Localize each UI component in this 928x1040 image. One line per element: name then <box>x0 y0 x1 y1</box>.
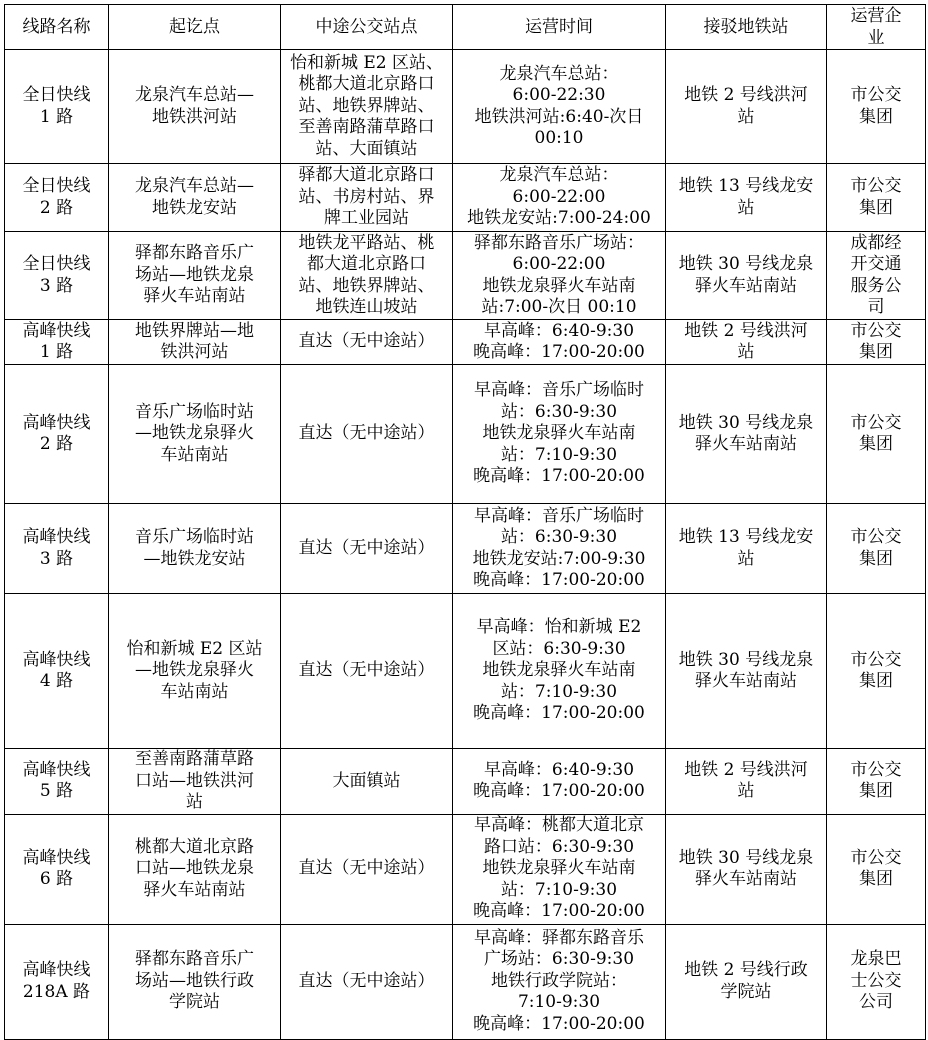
cell-text-line: —地铁龙泉驿火 <box>135 660 254 681</box>
metro-connection-cell <box>666 814 827 924</box>
cell-text-line: 站 <box>737 548 755 569</box>
bus-route-table <box>4 4 926 1040</box>
start-end-cell <box>109 504 281 594</box>
cell-text-line: 直达（无中途站） <box>298 537 435 558</box>
cell-text-line: 高峰快线 <box>22 412 91 433</box>
cell-text-line: 地铁龙泉驿火车站南 <box>482 275 636 296</box>
cell-text-line: 站 <box>186 792 203 812</box>
cell-text-line: 运营企 <box>850 6 902 26</box>
cell-text-line: 站:7:00-次日 00:10 <box>481 297 637 317</box>
route-name-cell <box>5 365 109 504</box>
header-route-name <box>5 5 109 50</box>
operator-cell <box>827 814 926 924</box>
intermediate-stops-cell <box>281 594 453 749</box>
cell-text-line: 地铁龙安站:7:00-24:00 <box>467 208 651 229</box>
operating-hours-cell <box>453 594 666 749</box>
cell-text-line: 地铁 13 号线龙安 <box>678 176 814 196</box>
cell-text-line: 地铁 30 号线龙泉 <box>678 847 814 868</box>
cell-text-line: 直达（无中途站） <box>298 423 435 444</box>
cell-text-line: 驿火车站南站 <box>143 286 246 307</box>
cell-text-line: 车站南站 <box>160 681 229 702</box>
cell-text-line: 站 <box>737 781 755 802</box>
cell-text-line: 驿都东路音乐广 <box>135 243 254 264</box>
cell-text-line: 地铁 2 号线洪河 <box>684 85 808 105</box>
route-name-cell <box>5 320 109 365</box>
cell-text-line: 全日快线 <box>22 254 91 274</box>
table-row <box>5 365 926 504</box>
cell-text-line: 市公交 <box>850 176 902 196</box>
intermediate-stops-cell <box>281 365 453 504</box>
cell-text-line: 桃都大道北京路口 <box>298 74 435 95</box>
cell-text-line: 口站—地铁龙泉 <box>135 858 254 879</box>
cell-text-line: 集团 <box>859 342 893 362</box>
cell-text-line: 士公交 <box>850 970 902 991</box>
cell-text-line: 口站—地铁洪河 <box>135 770 254 791</box>
cell-text-line: 司 <box>867 297 885 317</box>
cell-text-line: 集团 <box>859 434 893 454</box>
cell-text-line: 都大道北京路口 <box>307 254 426 274</box>
cell-text-line: —地铁龙安站 <box>143 548 246 569</box>
operating-hours-cell <box>453 320 666 365</box>
cell-text-line: 场站—地铁龙泉 <box>135 264 254 285</box>
cell-text-line: 地铁洪河站 <box>152 106 237 127</box>
route-name-cell <box>5 164 109 232</box>
cell-text-line: 音乐广场临时站 <box>135 527 254 547</box>
cell-text-line: 成都经 <box>850 232 902 253</box>
cell-text-line: 地铁 2 号线洪河 <box>684 320 808 341</box>
intermediate-stops-cell <box>281 504 453 594</box>
cell-text-line: 直达（无中途站） <box>298 660 435 681</box>
cell-text-line: 市公交 <box>850 412 902 433</box>
cell-text-line: 地铁龙泉驿火车站南 <box>482 858 636 879</box>
operator-cell <box>827 594 926 749</box>
cell-text-line: 学院站 <box>720 981 772 1002</box>
cell-text-line: 晚高峰：17:00-20:00 <box>473 901 645 922</box>
header-metro-connection <box>666 5 827 50</box>
cell-text-line: 地铁行政学院站： <box>491 970 627 991</box>
header-start-end <box>109 5 281 50</box>
operator-cell <box>827 504 926 594</box>
cell-text-line: 起讫点 <box>169 17 220 37</box>
metro-connection-cell <box>666 594 827 749</box>
cell-text-line: 地铁龙泉驿火车站南 <box>482 423 636 444</box>
cell-text-line: 地铁 2 号线行政 <box>684 960 808 980</box>
cell-text-line: 直达（无中途站） <box>298 970 435 991</box>
cell-text-line: 晚高峰：17:00-20:00 <box>473 570 645 590</box>
operator-cell <box>827 50 926 164</box>
cell-text-line: 高峰快线 <box>22 960 91 980</box>
cell-text-line: 地铁界牌站—地 <box>135 320 254 341</box>
table-row <box>5 814 926 924</box>
cell-text-line: 00:10 <box>534 128 584 148</box>
metro-connection-cell <box>666 320 827 365</box>
cell-text-line: 路口站：6:30-9:30 <box>483 836 635 857</box>
cell-text-line: 地铁连山坡站 <box>315 297 418 317</box>
cell-text-line: 晚高峰：17:00-20:00 <box>473 466 645 487</box>
cell-text-line: 市公交 <box>850 847 902 868</box>
cell-text-line: 集团 <box>859 106 893 127</box>
cell-text-line: 3 路 <box>39 548 74 569</box>
header-row <box>5 5 926 50</box>
cell-text-line: 驿都东路音乐广 <box>135 949 254 970</box>
cell-text-line: 地铁 30 号线龙泉 <box>678 412 814 433</box>
cell-text-line: 驿都大道北京路口 <box>298 165 435 186</box>
operating-hours-cell <box>453 924 666 1039</box>
operating-hours-cell <box>453 365 666 504</box>
header-operator <box>827 5 926 50</box>
cell-text-line: 驿火车站南站 <box>695 869 797 889</box>
cell-text-line: 站 <box>737 197 755 218</box>
start-end-cell <box>109 164 281 232</box>
cell-text-line: 早高峰：6:40-9:30 <box>483 759 635 780</box>
cell-text-line: 站 <box>737 106 755 127</box>
metro-connection-cell <box>666 232 827 320</box>
intermediate-stops-cell <box>281 814 453 924</box>
start-end-cell <box>109 365 281 504</box>
intermediate-stops-cell <box>281 50 453 164</box>
cell-text-line: 广场站：6:30-9:30 <box>483 949 635 970</box>
cell-text-line: 牌工业园站 <box>324 208 409 229</box>
cell-text-line: 线路名称 <box>22 17 91 37</box>
cell-text-line: 高峰快线 <box>22 759 91 780</box>
cell-text-line: 早高峰：音乐广场临时 <box>474 380 644 401</box>
metro-connection-cell <box>666 50 827 164</box>
cell-text-line: 龙泉汽车总站— <box>135 85 254 105</box>
intermediate-stops-cell <box>281 164 453 232</box>
operator-cell <box>827 164 926 232</box>
start-end-cell <box>109 924 281 1039</box>
cell-text-line: 站、地铁界牌站、 <box>298 275 435 296</box>
cell-text-line: 市公交 <box>850 85 902 105</box>
cell-text-line: 怡和新城 E2 区站、 <box>289 52 444 73</box>
cell-text-line: 服务公 <box>850 275 902 296</box>
cell-text-line: —地铁龙泉驿火 <box>135 423 254 444</box>
cell-text-line: 车站南站 <box>160 444 229 465</box>
metro-connection-cell <box>666 749 827 815</box>
cell-text-line: 站：6:30-9:30 <box>500 401 618 422</box>
metro-connection-cell <box>666 164 827 232</box>
cell-text-line: 业 <box>867 28 885 48</box>
cell-text-line: 区站：6:30-9:30 <box>492 638 626 659</box>
cell-text-line: 市公交 <box>850 320 902 341</box>
start-end-cell <box>109 594 281 749</box>
cell-text-line: 直达（无中途站） <box>298 858 435 879</box>
metro-connection-cell <box>666 924 827 1039</box>
cell-text-line: 2 路 <box>39 434 74 454</box>
cell-text-line: 市公交 <box>850 649 902 670</box>
cell-text-line: 4 路 <box>39 671 74 691</box>
cell-text-line: 早高峰：6:40-9:30 <box>483 320 635 341</box>
cell-text-line: 直达（无中途站） <box>298 331 435 352</box>
cell-text-line: 运营时间 <box>525 17 593 37</box>
operating-hours-cell <box>453 814 666 924</box>
metro-connection-cell <box>666 504 827 594</box>
table-row <box>5 504 926 594</box>
cell-text-line: 站、地铁界牌站、 <box>298 95 435 116</box>
table-body <box>5 50 926 1040</box>
cell-text-line: 高峰快线 <box>22 649 91 670</box>
cell-text-line: 公司 <box>859 992 893 1013</box>
header-intermediate-stops <box>281 5 453 50</box>
cell-text-line: 大面镇站 <box>332 770 401 791</box>
operating-hours-cell <box>453 232 666 320</box>
cell-text-line: 集团 <box>859 197 893 218</box>
route-name-cell <box>5 924 109 1039</box>
cell-text-line: 驿火车站南站 <box>695 275 797 296</box>
operating-hours-cell <box>453 50 666 164</box>
operator-cell <box>827 320 926 365</box>
operator-cell <box>827 924 926 1039</box>
operating-hours-cell <box>453 504 666 594</box>
cell-text-line: 地铁 2 号线洪河 <box>684 759 808 780</box>
cell-text-line: 驿火车站南站 <box>695 434 797 454</box>
cell-text-line: 龙泉汽车总站： <box>499 63 619 84</box>
operator-cell <box>827 749 926 815</box>
cell-text-line: 龙泉汽车总站： <box>499 165 619 186</box>
table-row <box>5 924 926 1039</box>
cell-text-line: 5 路 <box>39 781 74 802</box>
cell-text-line: 怡和新城 E2 区站 <box>126 638 263 659</box>
route-name-cell <box>5 594 109 749</box>
route-name-cell <box>5 504 109 594</box>
cell-text-line: 早高峰：桃都大道北京 <box>474 815 644 836</box>
cell-text-line: 集团 <box>859 781 893 802</box>
cell-text-line: 驿火车站南站 <box>695 671 797 691</box>
cell-text-line: 驿火车站南站 <box>143 879 246 900</box>
cell-text-line: 高峰快线 <box>22 320 91 341</box>
cell-text-line: 站、大面镇站 <box>315 138 418 159</box>
operator-cell <box>827 232 926 320</box>
cell-text-line: 龙泉汽车总站— <box>135 176 254 196</box>
cell-text-line: 地铁 30 号线龙泉 <box>678 649 814 670</box>
intermediate-stops-cell <box>281 749 453 815</box>
header-operating-hours <box>453 5 666 50</box>
start-end-cell <box>109 814 281 924</box>
intermediate-stops-cell <box>281 320 453 365</box>
cell-text-line: 全日快线 <box>22 85 91 105</box>
cell-text-line: 地铁龙安站 <box>152 197 237 218</box>
route-name-cell <box>5 814 109 924</box>
route-name-cell <box>5 232 109 320</box>
cell-text-line: 开交通 <box>850 254 902 274</box>
cell-text-line: 集团 <box>859 869 893 889</box>
start-end-cell <box>109 749 281 815</box>
cell-text-line: 地铁龙平路站、桃 <box>298 232 435 253</box>
metro-connection-cell <box>666 365 827 504</box>
operating-hours-cell <box>453 749 666 815</box>
cell-text-line: 早高峰：驿都东路音乐 <box>474 927 644 948</box>
cell-text-line: 至善南路蒲草路口 <box>298 117 435 138</box>
cell-text-line: 站：7:10-9:30 <box>500 879 618 900</box>
cell-text-line: 驿都东路音乐广场站： <box>474 232 644 253</box>
cell-text-line: 2 路 <box>39 197 74 218</box>
cell-text-line: 站、书房村站、界 <box>298 186 435 207</box>
table-row <box>5 594 926 749</box>
cell-text-line: 中途公交站点 <box>315 17 418 37</box>
cell-text-line: 站：6:30-9:30 <box>500 527 618 547</box>
cell-text-line: 早高峰：怡和新城 E2 <box>476 617 642 638</box>
cell-text-line: 6:00-22:00 <box>512 254 606 274</box>
cell-text-line: 场站—地铁行政 <box>135 970 254 991</box>
operating-hours-cell <box>453 164 666 232</box>
cell-text-line: 6 路 <box>39 869 74 889</box>
cell-text-line: 高峰快线 <box>22 847 91 868</box>
cell-text-line: 市公交 <box>850 759 902 780</box>
intermediate-stops-cell <box>281 232 453 320</box>
cell-text-line: 全日快线 <box>22 176 91 196</box>
table-row <box>5 320 926 365</box>
cell-text-line: 龙泉巴 <box>850 949 902 970</box>
cell-text-line: 6:00-22:00 <box>512 186 606 207</box>
intermediate-stops-cell <box>281 924 453 1039</box>
cell-text-line: 市公交 <box>850 527 902 547</box>
cell-text-line: 地铁龙安站:7:00-9:30 <box>472 548 646 569</box>
cell-text-line: 早高峰：音乐广场临时 <box>474 505 644 526</box>
start-end-cell <box>109 50 281 164</box>
cell-text-line: 6:00-22:30 <box>512 85 606 105</box>
cell-text-line: 桃都大道北京路 <box>135 836 254 857</box>
cell-text-line: 站：7:10-9:30 <box>500 681 618 702</box>
cell-text-line: 晚高峰：17:00-20:00 <box>473 781 645 802</box>
cell-text-line: 地铁洪河站:6:40-次日 <box>474 106 644 127</box>
cell-text-line: 地铁 13 号线龙安 <box>678 527 814 547</box>
cell-text-line: 晚高峰：17:00-20:00 <box>473 342 645 362</box>
cell-text-line: 至善南路蒲草路 <box>135 749 254 769</box>
cell-text-line: 7:10-9:30 <box>517 992 601 1013</box>
cell-text-line: 218A 路 <box>22 981 91 1002</box>
start-end-cell <box>109 320 281 365</box>
cell-text-line: 接驳地铁站 <box>703 17 789 37</box>
cell-text-line: 晚高峰：17:00-20:00 <box>473 703 645 724</box>
cell-text-line: 学院站 <box>169 992 220 1013</box>
cell-text-line: 站 <box>737 342 755 362</box>
cell-text-line: 高峰快线 <box>22 527 91 547</box>
route-name-cell <box>5 50 109 164</box>
cell-text-line: 集团 <box>859 548 893 569</box>
cell-text-line: 地铁 30 号线龙泉 <box>678 254 814 274</box>
table-row <box>5 164 926 232</box>
route-name-cell <box>5 749 109 815</box>
operator-cell <box>827 365 926 504</box>
cell-text-line: 站：7:10-9:30 <box>500 444 618 465</box>
table-row <box>5 232 926 320</box>
cell-text-line: 地铁龙泉驿火车站南 <box>482 660 636 681</box>
cell-text-line: 1 路 <box>39 342 74 362</box>
cell-text-line: 晚高峰：17:00-20:00 <box>473 1013 645 1034</box>
start-end-cell <box>109 232 281 320</box>
table-row <box>5 749 926 815</box>
cell-text-line: 3 路 <box>39 275 74 296</box>
cell-text-line: 1 路 <box>39 106 74 127</box>
cell-text-line: 铁洪河站 <box>160 342 229 362</box>
cell-text-line: 音乐广场临时站 <box>135 401 254 422</box>
cell-text-line: 集团 <box>859 671 893 691</box>
table-row <box>5 50 926 164</box>
